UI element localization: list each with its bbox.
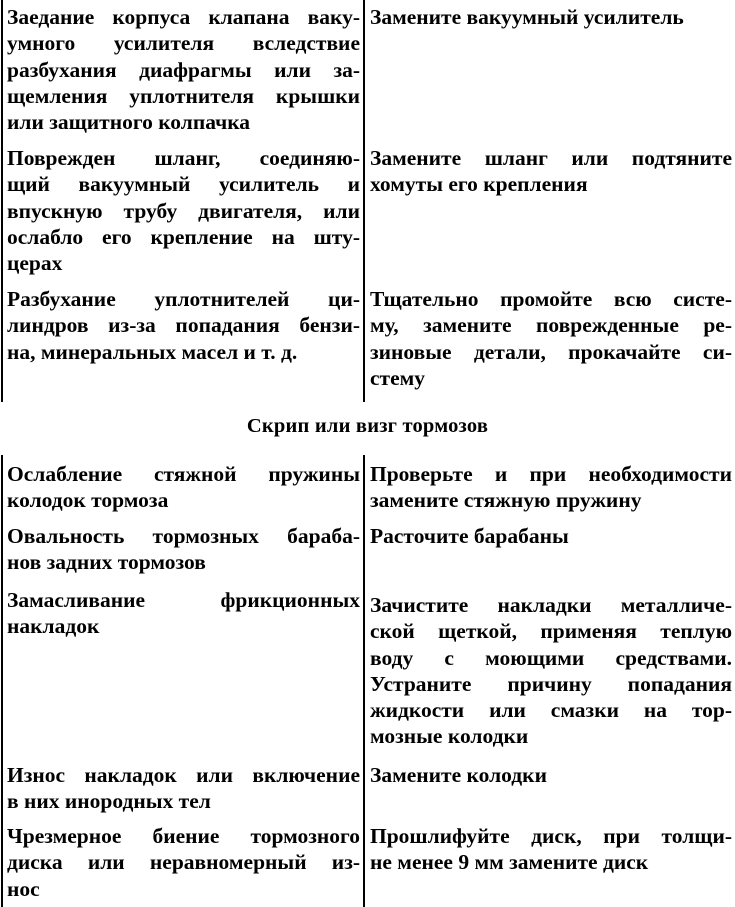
cause-cell xyxy=(7,286,360,365)
text-line: хомуты его крепления xyxy=(370,172,588,197)
text-line: Замените вакуумный усилитель xyxy=(370,5,684,29)
text-line: Чрезмерное биение тормозного xyxy=(7,824,360,848)
text-line: Проверьте и при необходимости xyxy=(370,462,732,486)
text-line: в них инородных тел xyxy=(7,789,211,814)
cause-cell xyxy=(7,823,360,902)
text-line: нов задних тормозов xyxy=(7,550,206,575)
text-line: мозные колодки xyxy=(370,724,529,749)
cause-cell xyxy=(7,523,360,576)
text-line: Зачистите накладки металличе- xyxy=(370,593,732,617)
text-line: диска или неравномерный из- xyxy=(7,850,360,875)
text-line: ской щеткой, применяя теплую xyxy=(370,619,732,644)
text-line: воду с моющими средствами. xyxy=(370,645,732,670)
text-line: Прошлифуйте диск, при толщи- xyxy=(370,824,732,848)
section-heading: Скрип или визг тормозов xyxy=(246,415,489,437)
text-line: впускную трубу двигателя, или xyxy=(7,198,360,223)
text-line: щий вакуумный усилитель и xyxy=(7,172,360,197)
text-line: Износ накладок или включение xyxy=(7,763,360,787)
text-line: му, замените поврежденные ре- xyxy=(370,313,732,338)
remedy-cell xyxy=(370,4,732,30)
remedy-cell xyxy=(370,592,732,750)
table-border-left xyxy=(1,0,3,402)
remedy-cell xyxy=(370,461,732,514)
cause-cell xyxy=(7,587,360,640)
text-line: Замените шланг или подтяните xyxy=(370,146,732,170)
remedy-cell xyxy=(370,145,732,198)
text-line: ослабло его крепление на шту- xyxy=(7,224,360,249)
text-line: Ослабление стяжной пружины xyxy=(7,462,360,486)
text-line: умного усилителя вследствие xyxy=(7,31,360,56)
text-line: или защитного колпачка xyxy=(7,110,251,135)
cause-cell xyxy=(7,4,360,135)
remedy-cell xyxy=(370,523,732,549)
text-line: замените стяжную пружину xyxy=(370,488,642,513)
text-line: щемления уплотнителя крышки xyxy=(7,83,360,108)
remedy-cell xyxy=(370,286,732,391)
remedy-cell xyxy=(370,823,732,876)
cause-cell xyxy=(7,461,360,514)
text-line: Замените колодки xyxy=(370,763,547,787)
remedy-cell xyxy=(370,762,732,788)
text-line: Тщательно промойте всю систе- xyxy=(370,287,732,311)
column-divider xyxy=(363,0,365,402)
text-line: не менее 9 мм замените диск xyxy=(370,850,649,875)
text-line: Заедание корпуса клапана ваку- xyxy=(7,5,360,29)
text-line: Замасливание фрикционных xyxy=(7,588,360,612)
text-line: зиновые детали, прокачайте си- xyxy=(370,339,732,364)
text-line: линдров из-за попадания бензи- xyxy=(7,313,360,338)
column-divider xyxy=(363,455,365,907)
text-line: Устраните причину попадания xyxy=(370,671,732,696)
text-line: на, минеральных масел и т. д. xyxy=(7,339,298,364)
text-line: Расточите барабаны xyxy=(370,524,569,548)
text-line: стему xyxy=(370,365,426,390)
text-line: нос xyxy=(7,876,40,901)
text-line: разбухания диафрагмы или за- xyxy=(7,57,360,82)
text-line: Разбухание уплотнителей ци- xyxy=(7,287,360,311)
table-border-left xyxy=(1,455,3,907)
text-line: Овальность тормозных бараба- xyxy=(7,524,360,548)
text-line: жидкости или смазки на тор- xyxy=(370,698,732,723)
text-line: церах xyxy=(7,251,63,276)
text-line: колодок тормоза xyxy=(7,488,169,513)
cause-cell xyxy=(7,762,360,815)
cause-cell xyxy=(7,145,360,276)
text-line: накладок xyxy=(7,614,100,639)
text-line: Поврежден шланг, соединяю- xyxy=(7,146,360,170)
